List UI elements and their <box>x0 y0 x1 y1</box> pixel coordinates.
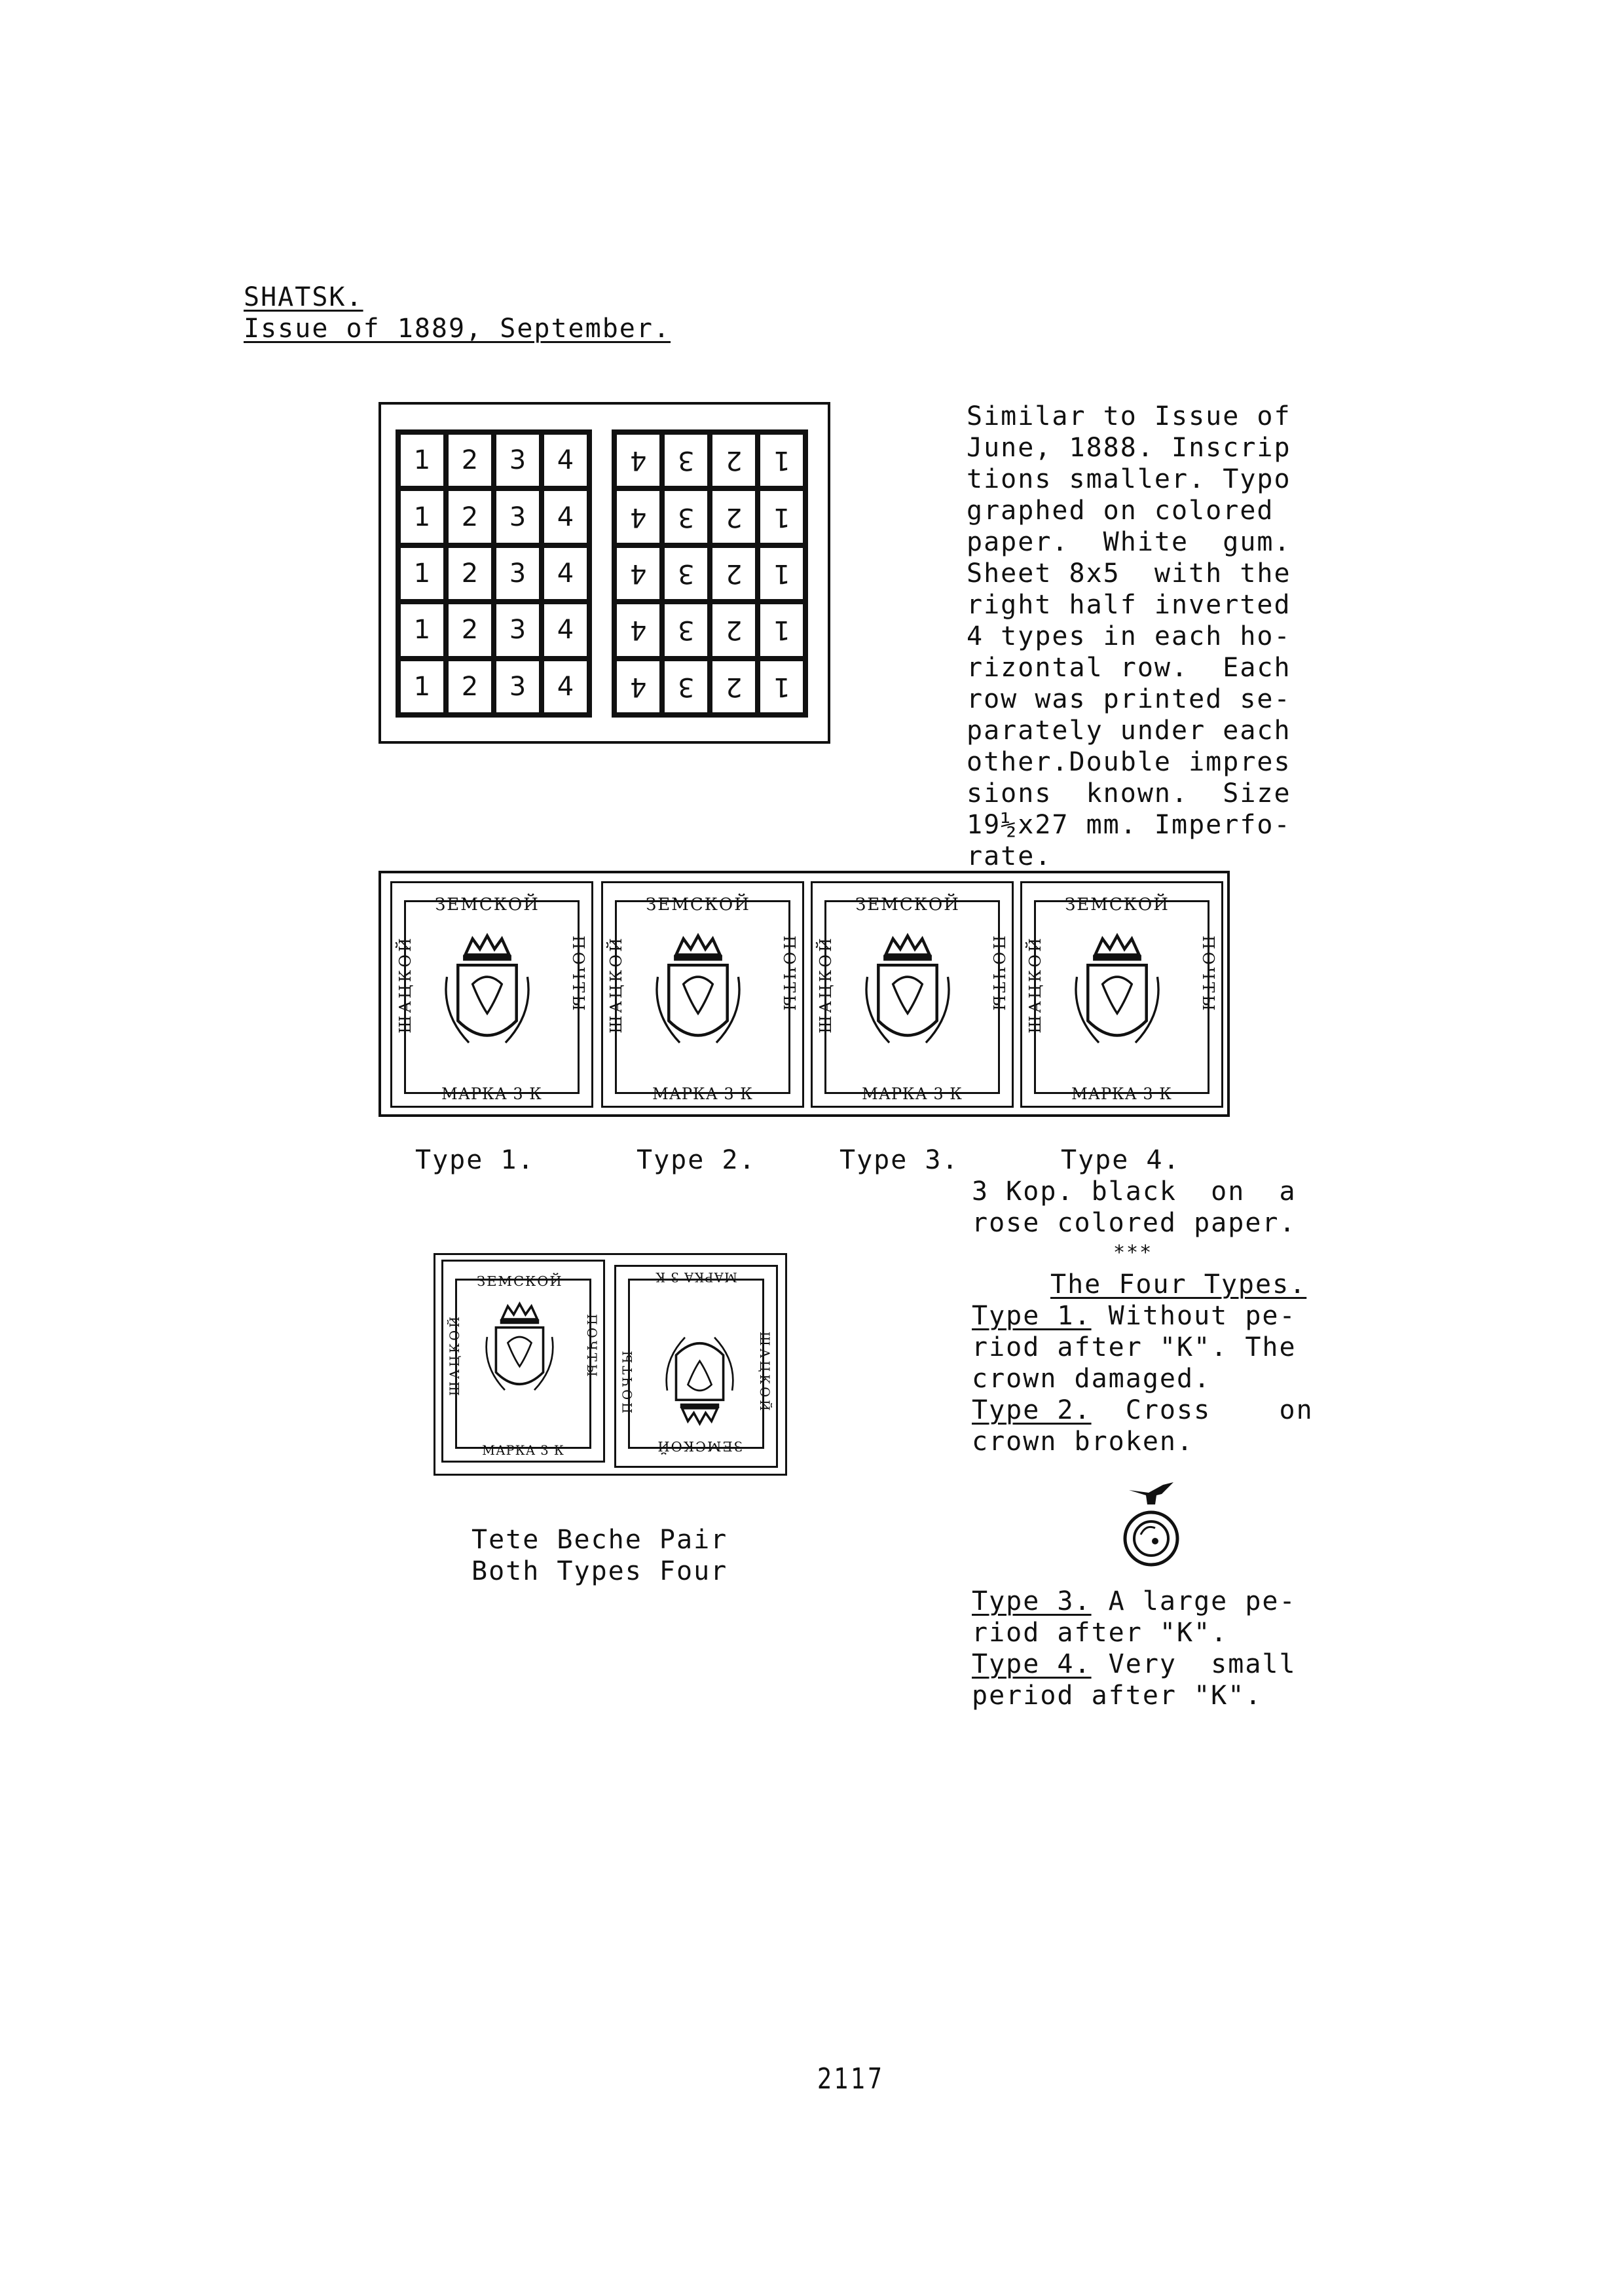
type-number: 1 <box>413 615 431 646</box>
description-line: sions known. Size <box>967 778 1291 809</box>
right-cell <box>760 604 803 656</box>
left-cell <box>544 434 587 486</box>
stamp-value-text: МАРКА 3 К <box>652 1085 753 1103</box>
type-number: 2 <box>461 501 479 532</box>
left-cell <box>400 661 444 713</box>
left-cell <box>400 490 444 543</box>
sheet-diagram <box>378 402 830 744</box>
type-number: 4 <box>629 501 647 532</box>
type-1-note-cont2: crown damaged. <box>972 1364 1211 1394</box>
right-cell <box>712 490 756 543</box>
type-number: 4 <box>629 445 647 476</box>
right-cell <box>712 604 756 656</box>
type-number: 2 <box>725 558 743 589</box>
type-number: 3 <box>509 558 526 589</box>
type-number: 2 <box>461 671 479 702</box>
stamp-value-text: МАРКА 3 К <box>441 1085 542 1103</box>
stamp-arc-text: ЗЕМСКОЙ <box>646 895 750 915</box>
description-line: Similar to Issue of <box>967 401 1291 431</box>
type-2-note-cont: crown broken. <box>972 1427 1194 1457</box>
left-cell <box>544 604 587 656</box>
pair-caption-line-2: Both Types Four <box>471 1556 728 1586</box>
description-line: Sheet 8x5 with the <box>967 558 1291 589</box>
stamp-left-text: ШАЦКОЙ <box>817 936 835 1034</box>
type-1-note-cont: riod after "K". The <box>972 1332 1297 1362</box>
description-line: graphed on colored <box>967 496 1274 526</box>
stamp-type-3 <box>811 881 1014 1108</box>
type-number: 2 <box>725 615 743 646</box>
right-cell <box>616 661 660 713</box>
type-number: 4 <box>557 671 574 702</box>
right-cell <box>664 547 708 600</box>
left-cell <box>544 547 587 600</box>
left-cell <box>448 490 492 543</box>
type-4-note-cont: period after "K". <box>972 1681 1263 1711</box>
coat-of-arms-icon <box>1068 933 1166 1057</box>
type-number: 3 <box>509 671 526 702</box>
right-cell <box>616 547 660 600</box>
type-2-caption: Type 2. <box>637 1145 756 1175</box>
type-number: 1 <box>773 445 790 476</box>
pair-stamp-upright <box>441 1260 605 1463</box>
type-number: 4 <box>557 501 574 532</box>
type-2-note: Type 2. Cross on <box>972 1395 1314 1425</box>
type-number: 2 <box>461 615 479 646</box>
stamp-value-text: МАРКА 3 К <box>1071 1085 1172 1103</box>
type-number: 2 <box>725 671 743 702</box>
type-number: 2 <box>461 558 479 589</box>
coat-of-arms-icon <box>858 933 957 1057</box>
type-4-caption: Type 4. <box>1061 1145 1181 1175</box>
description-line: tions smaller. Typo <box>967 464 1291 494</box>
type-number: 3 <box>677 445 695 476</box>
stamp-type-2 <box>601 881 804 1108</box>
heading <box>244 282 671 344</box>
left-cell <box>448 434 492 486</box>
left-cell <box>496 661 540 713</box>
coat-of-arms-icon <box>438 933 536 1057</box>
left-cell <box>496 547 540 600</box>
description-line: right half inverted <box>967 590 1291 620</box>
pair-caption-line-1: Tete Beche Pair <box>471 1525 728 1555</box>
description-line: June, 1888. Inscrip <box>967 433 1291 463</box>
description-line: row was printed se- <box>967 684 1291 714</box>
right-cell <box>712 661 756 713</box>
subtitle: Issue of 1889, September. <box>244 314 671 344</box>
type-number: 4 <box>629 558 647 589</box>
left-cell <box>496 490 540 543</box>
type-number: 1 <box>413 445 431 476</box>
stamp-arc-text: ЗЕМСКОЙ <box>855 895 960 915</box>
stamp-left-text: ШАЦКОЙ <box>1026 936 1044 1034</box>
type-3-note-cont: riod after "K". <box>972 1618 1228 1648</box>
description <box>967 401 1291 872</box>
stamp-right-text: ПОЧТЫ <box>989 936 1008 1013</box>
left-cell <box>448 604 492 656</box>
type-number: 4 <box>629 615 647 646</box>
type-number: 4 <box>557 558 574 589</box>
stamp-right-text: ПОЧТЫ <box>780 936 798 1013</box>
tete-beche-pair <box>434 1247 787 1486</box>
coat-of-arms-icon <box>649 933 747 1057</box>
right-cell <box>760 547 803 600</box>
stamp-right-text: ПОЧТЫ <box>569 936 587 1013</box>
right-cell <box>760 661 803 713</box>
type-3-note: Type 3. A large pe- <box>972 1586 1297 1616</box>
stamp-left-text: ШАЦКОЙ <box>396 936 415 1034</box>
type-4-note: Type 4. Very small <box>972 1649 1297 1679</box>
left-cell <box>400 434 444 486</box>
color-note-line-2: rose colored paper. <box>972 1208 1297 1238</box>
type-number: 1 <box>773 671 790 702</box>
sheet-left-pane <box>396 429 592 718</box>
type-1-caption: Type 1. <box>415 1145 535 1175</box>
stamp-arc-text: ЗЕМСКОЙ <box>656 1438 743 1454</box>
stamp-left-text: ШАЦКОЙ <box>757 1331 772 1413</box>
type-number: 1 <box>413 671 431 702</box>
type-3-caption: Type 3. <box>840 1145 959 1175</box>
stamp-left-text: ШАЦКОЙ <box>447 1314 462 1396</box>
left-cell <box>400 547 444 600</box>
separator: *** <box>1113 1241 1153 1264</box>
stamp-right-text: ПОЧТЫ <box>1199 936 1217 1013</box>
description-line: 19½x27 mm. Imperfo- <box>967 810 1291 840</box>
type-number: 2 <box>725 445 743 476</box>
title: SHATSK. <box>244 282 363 312</box>
stamp-arc-text: ЗЕМСКОЙ <box>1065 895 1170 915</box>
right-cell <box>616 604 660 656</box>
left-cell <box>448 661 492 713</box>
right-cell <box>664 604 708 656</box>
left-cell <box>496 434 540 486</box>
left-cell <box>400 604 444 656</box>
stamp-left-text: ШАЦКОЙ <box>607 936 625 1034</box>
page-number: 2117 <box>817 2062 885 2096</box>
type-1-note: Type 1. Without pe- <box>972 1301 1297 1331</box>
type-number: 3 <box>677 501 695 532</box>
left-cell <box>544 661 587 713</box>
color-note-line-1: 3 Kop. black on a <box>972 1176 1297 1207</box>
right-cell <box>712 547 756 600</box>
description-line: paper. White gum. <box>967 527 1291 557</box>
stamp-right-text: ПОЧТЫ <box>620 1348 635 1413</box>
description-line: other.Double impres <box>967 747 1291 777</box>
pair-stamp-inverted <box>614 1265 778 1468</box>
right-cell <box>616 434 660 486</box>
stamp-arc-text: ЗЕМСКОЙ <box>477 1273 563 1289</box>
right-cell <box>664 490 708 543</box>
right-cell <box>760 490 803 543</box>
type-number: 1 <box>413 501 431 532</box>
type-number: 1 <box>773 558 790 589</box>
description-line: rizontal row. Each <box>967 653 1291 683</box>
crown-detail-icon <box>1116 1478 1188 1576</box>
four-types-heading: The Four Types. <box>1050 1269 1307 1300</box>
type-number: 4 <box>557 445 574 476</box>
stamp-type-4 <box>1020 881 1223 1108</box>
right-cell <box>760 434 803 486</box>
stamp-value-text: МАРКА 3 К <box>655 1269 737 1285</box>
stamp-strip <box>378 871 1230 1117</box>
type-number: 2 <box>725 501 743 532</box>
type-number: 4 <box>629 671 647 702</box>
type-number: 4 <box>557 615 574 646</box>
description-line: 4 types in each ho- <box>967 621 1291 651</box>
right-cell <box>664 434 708 486</box>
description-line: rate. <box>967 841 1052 871</box>
stamp-value-text: МАРКА 3 К <box>482 1443 564 1458</box>
type-number: 3 <box>509 445 526 476</box>
coat-of-arms-icon <box>480 1302 559 1402</box>
right-cell <box>712 434 756 486</box>
right-cell <box>664 661 708 713</box>
left-cell <box>448 547 492 600</box>
type-number: 3 <box>509 615 526 646</box>
stamp-arc-text: ЗЕМСКОЙ <box>435 895 540 915</box>
stamp-right-text: ПОЧТЫ <box>584 1314 599 1379</box>
type-number: 2 <box>461 445 479 476</box>
left-cell <box>544 490 587 543</box>
type-number: 1 <box>773 501 790 532</box>
type-number: 1 <box>413 558 431 589</box>
sheet-right-pane-inverted <box>612 429 808 718</box>
type-number: 3 <box>677 671 695 702</box>
right-cell <box>616 490 660 543</box>
type-number: 3 <box>677 615 695 646</box>
type-number: 3 <box>509 501 526 532</box>
left-cell <box>496 604 540 656</box>
description-line: parately under each <box>967 716 1291 746</box>
type-number: 3 <box>677 558 695 589</box>
type-number: 1 <box>773 615 790 646</box>
stamp-value-text: МАРКА 3 К <box>862 1085 963 1103</box>
stamp-type-1 <box>390 881 593 1108</box>
coat-of-arms-icon <box>660 1326 739 1426</box>
